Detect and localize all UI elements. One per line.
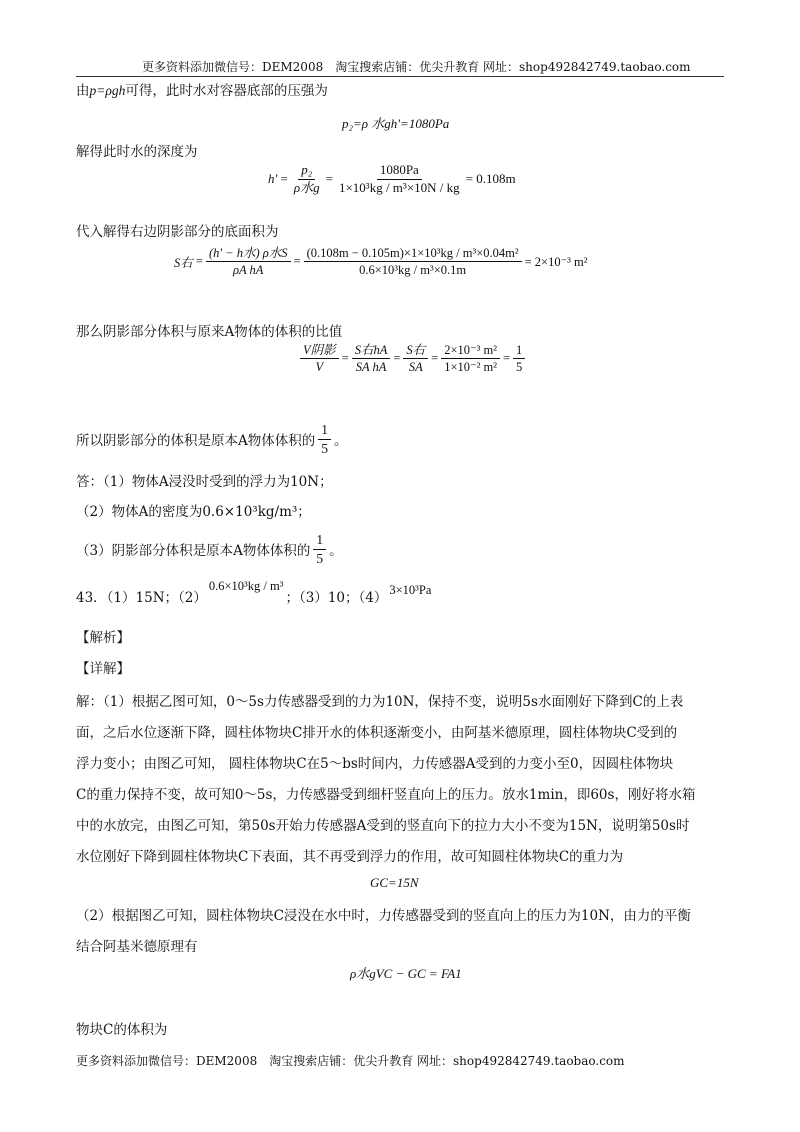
eq3-num-right: (0.108m − 0.105m)×1×10³kg / m³×0.04m² xyxy=(304,246,522,262)
equation-pressure: p₂=ρ 水gh'=1080Pa xyxy=(342,116,450,131)
q43-sep: ；（3）10；（4） xyxy=(285,590,388,606)
eq3-num-left: (h' − h水) ρ水S xyxy=(206,246,291,262)
eq4-f3-num: S右 xyxy=(403,343,428,359)
eq2-frac-right xyxy=(336,163,463,196)
eq2-num-right: 1080Pa xyxy=(377,163,422,180)
line1-formula: p=ρgh xyxy=(89,83,126,98)
eq4-frac-5 xyxy=(513,343,525,375)
line1-suffix: 可得，此时水对容器底部的压强为 xyxy=(125,83,328,99)
eq4-f4-den: 1×10⁻² m² xyxy=(444,360,497,375)
eq4-f3-den: SA xyxy=(408,360,423,375)
eq2-den-left: ρ水g xyxy=(293,179,320,195)
line5-prefix: 所以阴影部分的体积是原本A物体体积的 xyxy=(76,433,316,450)
line5-fraction xyxy=(318,422,331,456)
answer3-frac-den: 5 xyxy=(316,550,324,566)
eq4-frac-1 xyxy=(300,343,339,375)
para2-line-2: 结合阿基米德原理有 xyxy=(76,939,198,955)
page-header: 更多资料添加微信号：DEM2008 淘宝搜索店铺：优尖升教育 网址：shop492842749.taobao.com xyxy=(142,60,691,74)
text-line-2: 解得此时水的深度为 xyxy=(76,144,198,160)
eq3-result: = 2×10⁻³ m² xyxy=(524,254,588,269)
answer3-prefix: （3）阴影部分体积是原本A物体体积的 xyxy=(76,543,311,560)
eq4-frac-2 xyxy=(352,343,391,375)
line5-frac-num: 1 xyxy=(318,422,331,440)
text-last-line: 物块C的体积为 xyxy=(76,1022,168,1038)
para1-line-4: C的重力保持不变，故可知0～5s，力传感器受到细杆竖直向上的压力。放水1min，即60s，刚好将水箱 xyxy=(76,787,696,803)
text-line-1 xyxy=(76,79,328,99)
para1-line-6: 水位刚好下降到圆柱体物块C下表面，其不再受到浮力的作用，故可知圆柱体物块C的重力为 xyxy=(76,849,624,865)
answer-3 xyxy=(76,532,343,566)
para1-line-1: 解：（1）根据乙图可知，0～5s力传感器受到的力为10N，保持不变，说明5s水面刚好下降到C的上表 xyxy=(76,694,684,710)
answer3-frac-num: 1 xyxy=(313,532,326,550)
eq3-den-right: 0.6×10³kg / m³×0.1m xyxy=(359,263,467,278)
eq4-f5-num: 1 xyxy=(513,343,525,359)
eq4-f1-num: V阴影 xyxy=(300,343,339,359)
para2-line-1: （2）根据图乙可知，圆柱体物块C浸没在水中时，力传感器受到的竖直向上的压力为10N，由力的平衡 xyxy=(76,908,691,924)
eq2-den-right: 1×10³kg / m³×10N / kg xyxy=(338,179,460,195)
q43-value4: 3×10³Pa xyxy=(389,583,432,597)
eq4-f1-den: V xyxy=(315,360,324,375)
eq4-f5-den: 5 xyxy=(516,360,523,375)
answer-2: （2）物体A的密度为0.6×10³kg/m³； xyxy=(76,504,311,520)
section-xiangjie: 【详解】 xyxy=(76,661,130,677)
answer3-suffix: 。 xyxy=(329,543,343,560)
equation-depth: h' = $\frac{\text{p₂}}{\text{ρ水g}}$ = $\frac{1080Pa}{\text{1×10³kg / m³×10N / kg}}$ = 0.108m xyxy=(268,162,516,195)
text-line-5 xyxy=(76,422,348,456)
para1-line-5: 中的水放完，由图乙可知，第50s开始力传感器A受到的竖直向下的拉力大小不变为15N，说明第50s时 xyxy=(76,818,690,834)
eq3-lhs: S右 xyxy=(174,255,193,270)
eq3-den-left: ρA hA xyxy=(233,263,264,278)
line5-frac-den: 5 xyxy=(321,440,328,456)
equation-area: S右 = $\frac{\text{(h' − h水) ρ水S}}{\text{ρA hA}}$ = $\frac{\text{(0.108m − 0.105m)×1×10³kg / m³×0.04m²}}{\text{0.6×10³kg / m³×0.1m}}$ = 2×10⁻³ m² xyxy=(174,246,588,278)
eq3-frac-right xyxy=(304,246,522,278)
eq2-lhs: h' xyxy=(268,171,278,187)
eq4-f4-num: 2×10⁻³ m² xyxy=(441,343,500,359)
answer-1: 答：（1）物体A浸没时受到的浮力为10N； xyxy=(76,474,333,490)
para1-line-2: 面，之后水位逐渐下降，圆柱体物块C排开水的体积逐渐变小，由阿基米德原理，圆柱体物块C受到的 xyxy=(76,725,678,741)
header-rule xyxy=(76,76,724,77)
eq2-num-left: p₂ xyxy=(298,163,315,180)
page-footer: 更多资料添加微信号：DEM2008 淘宝搜索店铺：优尖升教育 网址：shop492842749.taobao.com xyxy=(76,1054,625,1068)
eq4-f2-den: SA hA xyxy=(355,360,387,375)
text-line-4: 那么阴影部分体积与原来A物体的体积的比值 xyxy=(76,324,343,340)
equation-balance: ρ水gVC − GC = FA1 xyxy=(350,966,462,981)
answer3-fraction xyxy=(313,532,326,566)
eq2-result: = 0.108m xyxy=(465,171,516,187)
line1-prefix: 由 xyxy=(76,83,90,99)
para1-line-3: 浮力变小；由图乙可知， 圆柱体物块C在5～bs时间内，力传感器A受到的力变小至0，因圆柱体物块 xyxy=(76,756,674,772)
question-43-answer xyxy=(76,579,432,606)
eq4-frac-3 xyxy=(403,343,428,375)
text-line-3: 代入解得右边阴影部分的底面积为 xyxy=(76,224,279,240)
eq4-frac-4 xyxy=(441,343,500,375)
q43-value2: 0.6×10³kg / m³ xyxy=(208,579,284,593)
eq3-frac-left xyxy=(206,246,291,278)
equation-weight: GC=15N xyxy=(370,875,419,890)
q43-label: 43．（1）15N；（2） xyxy=(76,590,207,606)
equation-ratio: $\frac{\text{V阴影}}{V}$ = $\frac{\text{S右hA}}{\text{SA hA}}$ = $\frac{\text{S右}}{SA}$ = $\frac{\text{2×10⁻³ m²}}{\text{1×10⁻² m²}}$ = $\frac{1}{5}$ xyxy=(297,343,528,375)
eq2-frac-left xyxy=(291,163,323,196)
eq4-f2-num: S右hA xyxy=(352,343,391,359)
line5-suffix: 。 xyxy=(334,433,348,450)
section-jiexi: 【解析】 xyxy=(76,630,130,646)
